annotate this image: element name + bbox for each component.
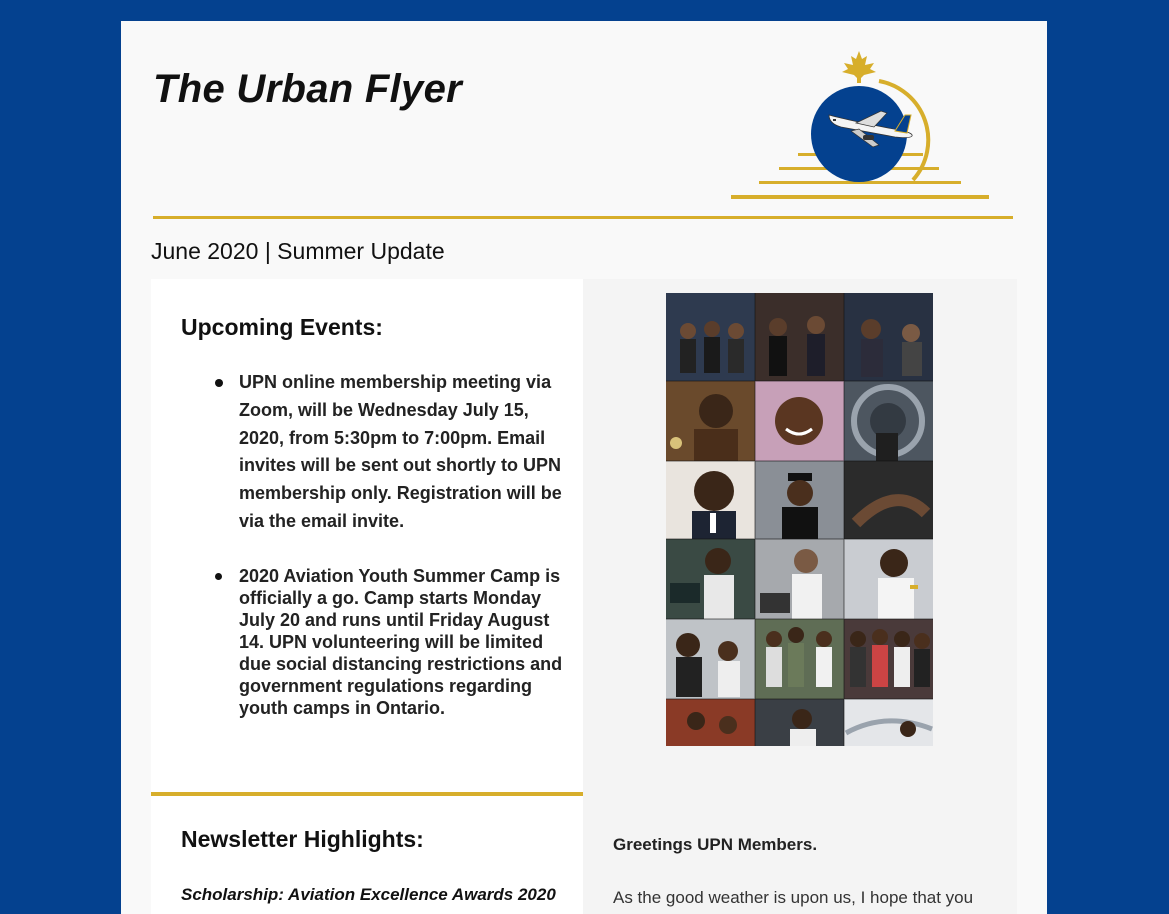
list-item — [239, 369, 564, 536]
bullet-icon — [215, 379, 223, 387]
newsletter-page — [121, 21, 1047, 914]
upcoming-events-heading: Upcoming Events: — [181, 314, 383, 340]
bullet-icon — [215, 573, 222, 580]
events-list — [239, 369, 564, 719]
newsletter-title: The Urban Flyer — [153, 67, 463, 111]
letter-greeting: Greetings UPN Members. — [613, 835, 818, 854]
letter-intro: As the good weather is upon us, I hope that you — [613, 888, 974, 907]
highlight-link[interactable]: Scholarship: Aviation Excellence Awards 2020 — [181, 885, 556, 904]
newsletter-highlights-heading: Newsletter Highlights: — [181, 826, 424, 852]
issue-subtitle: June 2020 | Summer Update — [151, 238, 445, 264]
right-column — [583, 279, 1017, 914]
list-item — [239, 565, 564, 719]
member-photo-collage — [666, 293, 933, 746]
header-divider — [153, 216, 1013, 219]
left-column — [151, 279, 583, 914]
maple-leaf-airplane-logo-icon — [731, 51, 993, 201]
event-text: UPN online membership meeting via Zoom, will be Wednesday July 15, 2020, from 5:30pm to 7:00pm. Email invites will be sent out shortly to UPN membership only. Registration will be via the email invite. — [239, 372, 562, 531]
event-text: 2020 Aviation Youth Summer Camp is officially a go. Camp starts Monday July 20 and runs until Friday August 14. UPN volunteering will be limited due social distancing restrictions and government regulations regarding youth camps in Ontario. — [239, 565, 563, 718]
section-divider — [151, 792, 583, 796]
